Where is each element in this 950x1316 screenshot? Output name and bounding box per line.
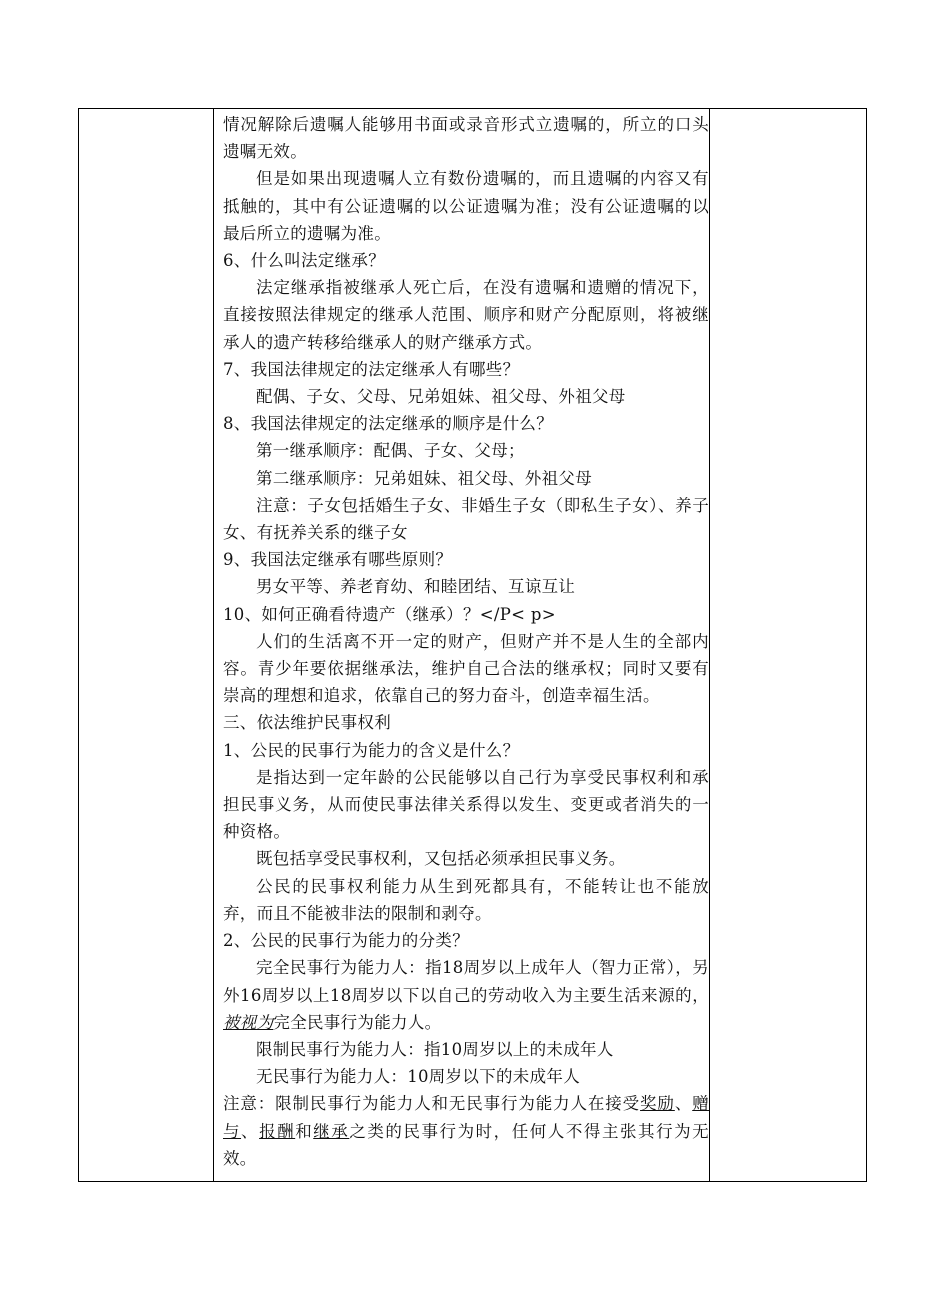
- underlined-term: 奖励: [640, 1094, 675, 1114]
- text-span: 、: [241, 1121, 260, 1141]
- section-heading: 1、公民的民事行为能力的含义是什么？: [223, 740, 520, 760]
- paragraph: 情况解除后遗嘱人能够用书面或录音形式立遗嘱的，所立的口头遗嘱无效。: [223, 115, 709, 162]
- text-span: 完全民事行为能力人。: [273, 1012, 442, 1032]
- paragraph: 第二继承顺序：兄弟姐妹、祖父母、外祖父母: [256, 468, 592, 488]
- underlined-term: 继承: [313, 1121, 350, 1141]
- lesson-table: [78, 108, 867, 1182]
- emphasis-text: 被视为: [223, 1012, 274, 1032]
- text-span: 完全民事行为能力人：指18周岁以上成年人（智力正常），另外16周岁以上18周岁以下以自己的劳动收入为主要生活来源的，: [223, 958, 709, 1005]
- underlined-term: 报酬: [259, 1121, 296, 1141]
- paragraph: 但是如果出现遗嘱人立有数份遗嘱的，而且遗嘱的内容又有抵触的，其中有公证遗嘱的以公证遗嘱为准；没有公证遗嘱的以最后所立的遗嘱为准。: [223, 169, 709, 243]
- column-divider-right: [709, 109, 710, 1181]
- section-heading: 2、公民的民事行为能力的分类？: [223, 931, 469, 951]
- paragraph: 配偶、子女、父母、兄弟姐妹、祖父母、外祖父母: [256, 387, 626, 407]
- section-heading: 三、依法维护民事权利: [223, 713, 391, 733]
- paragraph: 既包括享受民事权利，又包括必须承担民事义务。: [256, 849, 626, 869]
- paragraph-no-capacity: 无民事行为能力人：10周岁以下的未成年人: [256, 1067, 580, 1087]
- text-span: 和: [295, 1121, 314, 1141]
- section-heading: 7、我国法律规定的法定继承人有哪些？: [223, 359, 520, 379]
- section-heading: 9、我国法定继承有哪些原则？: [223, 550, 453, 570]
- paragraph-full-capacity: [223, 954, 709, 1036]
- paragraph-note: [223, 1090, 709, 1172]
- paragraph: 第一继承顺序：配偶、子女、父母；: [256, 441, 525, 461]
- text-span: 、: [674, 1094, 693, 1114]
- paragraph: 男女平等、养老育幼、和睦团结、互谅互让: [256, 577, 576, 597]
- column-divider-left: [213, 109, 214, 1181]
- content-cell: [223, 109, 709, 1172]
- paragraph: 法定继承指被继承人死亡后，在没有遗嘱和遗赠的情况下，直接按照法律规定的继承人范围、顺序和财产分配原则，将被继承人的遗产转移给继承人的财产继承方式。: [223, 278, 709, 352]
- text-span: 之类的民事行为时，任何人不得主张其行为无效。: [223, 1121, 709, 1168]
- paragraph: 是指达到一定年龄的公民能够以自己行为享受民事权利和承担民事义务，从而使民事法律关系得以发生、变更或者消失的一种资格。: [223, 767, 709, 842]
- section-heading: 10、如何正确看待遗产（继承）？</P< p>: [223, 604, 556, 624]
- section-heading: 6、什么叫法定继承？: [223, 251, 385, 271]
- paragraph: 注意：子女包括婚生子女、非婚生子女（即私生子女）、养子女、有抚养关系的继子女: [223, 495, 709, 543]
- paragraph: 公民的民事权利能力从生到死都具有，不能转让也不能放弃，而且不能被非法的限制和剥夺。: [223, 876, 709, 923]
- paragraph-limited-capacity: 限制民事行为能力人：指10周岁以上的未成年人: [256, 1039, 614, 1059]
- text-span: 注意：限制民事行为能力人和无民事行为能力人在接受: [223, 1094, 641, 1114]
- paragraph-list: [223, 111, 709, 954]
- section-heading: 8、我国法律规定的法定继承的顺序是什么？: [223, 414, 553, 434]
- underlined-term: 赠与: [223, 1094, 710, 1141]
- paragraph: 人们的生活离不开一定的财产，但财产并不是人生的全部内容。青少年要依据继承法，维护自己合法的继承权；同时又要有崇高的理想和追求，依靠自己的努力奋斗，创造幸福生活。: [223, 631, 709, 706]
